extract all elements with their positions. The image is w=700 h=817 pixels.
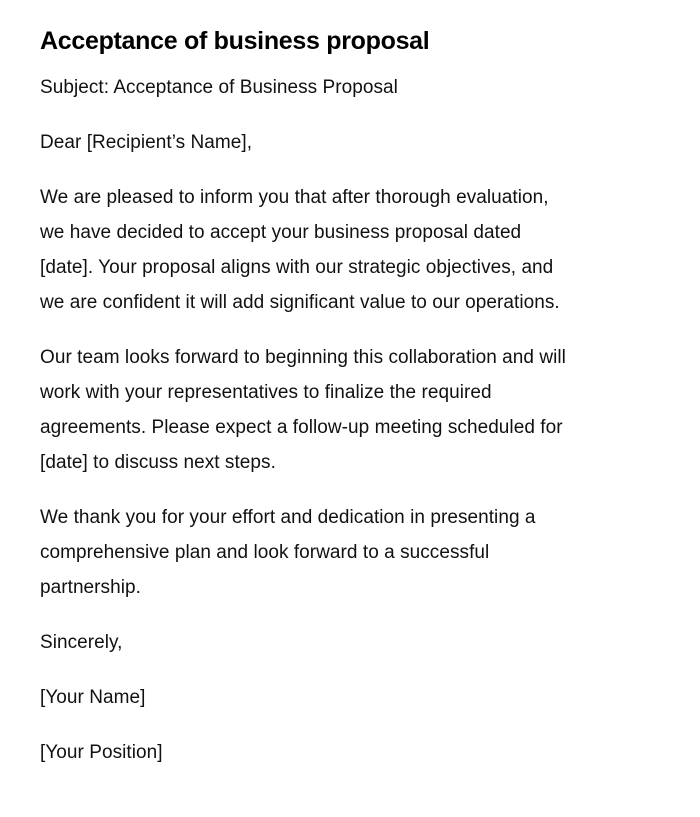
signature-position: [Your Position] [40,742,163,763]
closing: Sincerely, [40,632,123,653]
paragraph-line: We thank you for your effort and dedication in presenting a [40,507,536,528]
body-paragraph-2 [40,340,660,480]
paragraph-line: we have decided to accept your business proposal dated [40,222,522,243]
subject-line: Subject: Acceptance of Business Proposal [40,77,398,98]
document-title: Acceptance of business proposal [40,27,430,55]
paragraph-line: We are pleased to inform you that after thorough evaluation, [40,187,549,208]
body-paragraph-1 [40,180,660,320]
paragraph-line: agreements. Please expect a follow-up meeting scheduled for [40,417,563,438]
paragraph-line: [date]. Your proposal aligns with our strategic objectives, and [40,257,554,278]
paragraph-line: we are confident it will add significant value to our operations. [40,292,560,313]
paragraph-line: comprehensive plan and look forward to a successful [40,542,490,563]
salutation: Dear [Recipient’s Name], [40,132,253,153]
paragraph-line: work with your representatives to finalize the required [40,382,492,403]
body-paragraph-3 [40,500,660,605]
paragraph-line: Our team looks forward to beginning this collaboration and will [40,347,566,368]
paragraph-line: [date] to discuss next steps. [40,452,276,473]
paragraph-line: partnership. [40,577,141,598]
signature-name: [Your Name] [40,687,146,708]
